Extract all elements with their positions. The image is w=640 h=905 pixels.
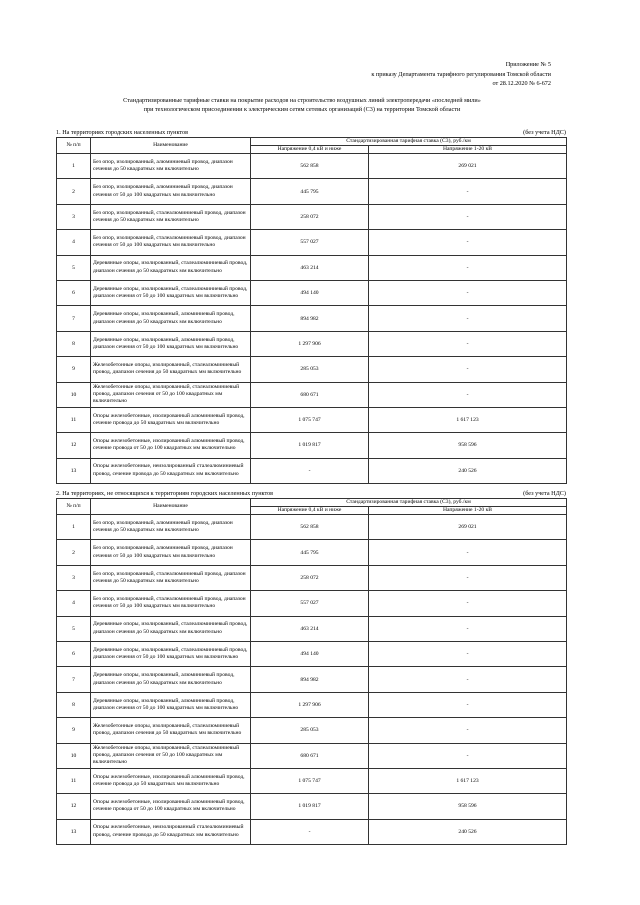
rate-low-voltage: 285 053	[251, 357, 369, 382]
row-number: 9	[57, 718, 91, 743]
rate-high-voltage: -	[369, 667, 567, 692]
table-row	[57, 331, 567, 356]
rate-low-voltage: 1 297 906	[251, 692, 369, 717]
table-row	[57, 565, 567, 590]
rate-high-voltage: 269 021	[369, 154, 567, 179]
row-name: Деревянные опоры, изолированный, сталеалюминиевый провод, диапазон сечения до 50 квадратных мм включительно	[91, 616, 251, 641]
row-name: Без опор, изолированный, сталеалюминиевый провод, диапазон сечения от 50 до 100 квадратных мм включительно	[91, 591, 251, 616]
appendix-block	[371, 60, 551, 89]
tariff-table-2	[56, 498, 567, 845]
table-row	[57, 692, 567, 717]
row-number: 6	[57, 641, 91, 666]
rate-low-voltage: 894 982	[251, 667, 369, 692]
col-header-rate: Стандартизированная тарифная ставка (С3), руб./км	[251, 138, 567, 146]
rate-high-voltage: -	[369, 692, 567, 717]
row-name: Деревянные опоры, изолированный, алюминиевый провод, диапазон сечения до 50 квадратных мм включительно	[91, 306, 251, 331]
row-number: 12	[57, 433, 91, 458]
row-name: Без опор, изолированный, алюминиевый провод, диапазон сечения от 50 до 100 квадратных мм включительно	[91, 540, 251, 565]
row-number: 8	[57, 692, 91, 717]
row-number: 13	[57, 458, 91, 483]
rate-low-voltage: 680 671	[251, 382, 369, 407]
col-header-voltage-low: Напряжение 0,4 кВ и ниже	[251, 507, 369, 515]
row-name: Опоры железобетонные, неизолированный сталеалюминиевый провод, сечение провода до 50 квадратных мм включительно	[91, 458, 251, 483]
table-row	[57, 154, 567, 179]
title-line: Стандартизированные тарифные ставки на покрытие расходов на строительство воздушных линий электропередачи «последней мили»	[123, 97, 481, 104]
row-number: 11	[57, 768, 91, 793]
row-number: 7	[57, 306, 91, 331]
table-row	[57, 230, 567, 255]
row-name: Деревянные опоры, изолированный, алюминиевый провод, диапазон сечения от 50 до 100 квадратных мм включительно	[91, 692, 251, 717]
row-number: 8	[57, 331, 91, 356]
row-name: Деревянные опоры, изолированный, алюминиевый провод, диапазон сечения до 50 квадратных мм включительно	[91, 667, 251, 692]
table-row	[57, 540, 567, 565]
row-number: 9	[57, 357, 91, 382]
title-line: при технологическом присоединении к электрическим сетям сетевых организаций (С3) на территории Томской области	[143, 106, 461, 114]
row-number: 11	[57, 407, 91, 432]
table-row	[57, 255, 567, 280]
row-name: Без опор, изолированный, алюминиевый провод, диапазон сечения от 50 до 100 квадратных мм включительно	[91, 179, 251, 204]
rate-low-voltage: 463 214	[251, 255, 369, 280]
row-name: Железобетонные опоры, изолированный, сталеалюминиевый провод, диапазон сечения до 50 квадратных мм включительно	[91, 718, 251, 743]
col-header-voltage-low: Напряжение 0,4 кВ и ниже	[251, 146, 369, 154]
row-name: Опоры железобетонные, изолированный алюминиевый провод, сечение провода от 50 до 100 квадратных мм включительно	[91, 794, 251, 819]
table-row	[57, 641, 567, 666]
rate-low-voltage: -	[251, 819, 369, 844]
table-row	[57, 794, 567, 819]
rate-high-voltage: -	[369, 204, 567, 229]
rate-high-voltage: -	[369, 616, 567, 641]
table-row	[57, 407, 567, 432]
tariff-table-1	[56, 137, 567, 484]
row-number: 13	[57, 819, 91, 844]
table-row	[57, 280, 567, 305]
col-header-num: № п/п	[57, 138, 91, 154]
table-row	[57, 179, 567, 204]
rate-high-voltage: 240 526	[369, 819, 567, 844]
row-name: Деревянные опоры, изолированный, сталеалюминиевый провод, диапазон сечения от 50 до 100 квадратных мм включительно	[91, 641, 251, 666]
row-number: 10	[57, 382, 91, 407]
table-row	[57, 718, 567, 743]
table-row	[57, 616, 567, 641]
row-name: Деревянные опоры, изолированный, сталеалюминиевый провод, диапазон сечения до 50 квадратных мм включительно	[91, 255, 251, 280]
rate-high-voltage: 240 526	[369, 458, 567, 483]
rate-low-voltage: 1 075 747	[251, 768, 369, 793]
rate-high-voltage: -	[369, 382, 567, 407]
rate-high-voltage: -	[369, 255, 567, 280]
row-number: 1	[57, 154, 91, 179]
row-number: 6	[57, 280, 91, 305]
section-title: 2. На территориях, не относящихся к территориям городских населенных пунктов	[56, 490, 274, 497]
row-number: 5	[57, 616, 91, 641]
row-name: Железобетонные опоры, изолированный, сталеалюминиевый провод, диапазон сечения от 50 до 100 квадратных мм включительно	[91, 743, 251, 768]
rate-high-voltage: -	[369, 591, 567, 616]
table-row	[57, 357, 567, 382]
table-row	[57, 768, 567, 793]
rate-low-voltage: 1 075 747	[251, 407, 369, 432]
col-header-name: Наименование	[91, 138, 251, 154]
rate-high-voltage: -	[369, 230, 567, 255]
table-row	[57, 743, 567, 768]
col-header-rate: Стандартизированная тарифная ставка (С3), руб./км	[251, 499, 567, 507]
table-row	[57, 306, 567, 331]
row-name: Железобетонные опоры, изолированный, сталеалюминиевый провод, диапазон сечения от 50 до 100 квадратных мм включительно	[91, 382, 251, 407]
table-header-row	[57, 138, 567, 146]
rate-low-voltage: 445 795	[251, 540, 369, 565]
row-name: Без опор, изолированный, алюминиевый провод, диапазон сечения до 50 квадратных мм включительно	[91, 154, 251, 179]
row-number: 7	[57, 667, 91, 692]
rate-low-voltage: 258 072	[251, 204, 369, 229]
table-row	[57, 458, 567, 483]
table-row	[57, 515, 567, 540]
rate-low-voltage: 557 027	[251, 591, 369, 616]
rate-high-voltage: -	[369, 280, 567, 305]
row-name: Без опор, изолированный, алюминиевый провод, диапазон сечения до 50 квадратных мм включительно	[91, 515, 251, 540]
rate-high-voltage: -	[369, 718, 567, 743]
vat-note: (без учета НДС)	[523, 490, 566, 497]
rate-high-voltage: 269 021	[369, 515, 567, 540]
row-number: 2	[57, 540, 91, 565]
rate-high-voltage: -	[369, 565, 567, 590]
rate-low-voltage: 1 019 817	[251, 433, 369, 458]
row-name: Железобетонные опоры, изолированный, сталеалюминиевый провод, диапазон сечения до 50 квадратных мм включительно	[91, 357, 251, 382]
row-number: 12	[57, 794, 91, 819]
rate-high-voltage: 958 596	[369, 794, 567, 819]
row-number: 3	[57, 204, 91, 229]
rate-high-voltage: -	[369, 179, 567, 204]
col-header-num: № п/п	[57, 499, 91, 515]
row-number: 5	[57, 255, 91, 280]
row-name: Без опор, изолированный, сталеалюминиевый провод, диапазон сечения до 50 квадратных мм включительно	[91, 565, 251, 590]
rate-low-voltage: 258 072	[251, 565, 369, 590]
rate-low-voltage: 680 671	[251, 743, 369, 768]
rate-low-voltage: -	[251, 458, 369, 483]
row-number: 2	[57, 179, 91, 204]
row-name: Опоры железобетонные, изолированный алюминиевый провод, сечение провода до 50 квадратных мм включительно	[91, 407, 251, 432]
row-name: Деревянные опоры, изолированный, алюминиевый провод, диапазон сечения от 50 до 100 квадратных мм включительно	[91, 331, 251, 356]
rate-high-voltage: -	[369, 306, 567, 331]
table-row	[57, 382, 567, 407]
table-row	[57, 204, 567, 229]
rate-low-voltage: 494 140	[251, 280, 369, 305]
row-number: 4	[57, 591, 91, 616]
row-number: 4	[57, 230, 91, 255]
rate-low-voltage: 557 027	[251, 230, 369, 255]
rate-high-voltage: 1 617 123	[369, 768, 567, 793]
rate-high-voltage: -	[369, 641, 567, 666]
rate-low-voltage: 562 858	[251, 154, 369, 179]
rate-low-voltage: 1 297 906	[251, 331, 369, 356]
rate-low-voltage: 285 053	[251, 718, 369, 743]
table-row	[57, 433, 567, 458]
table-row	[57, 819, 567, 844]
appendix-line: Приложение № 5	[505, 61, 551, 68]
appendix-line: к приказу Департамента тарифного регулирования Томской области	[371, 70, 551, 78]
rate-low-voltage: 1 019 817	[251, 794, 369, 819]
row-number: 1	[57, 515, 91, 540]
rate-high-voltage: 1 617 123	[369, 407, 567, 432]
rate-high-voltage: -	[369, 743, 567, 768]
document-title	[52, 96, 552, 115]
rate-low-voltage: 894 982	[251, 306, 369, 331]
col-header-name: Наименование	[91, 499, 251, 515]
col-header-voltage-high: Напряжение 1-20 кВ	[369, 146, 567, 154]
rate-high-voltage: 958 596	[369, 433, 567, 458]
table-row	[57, 591, 567, 616]
appendix-line: от 28.12.2020 № 6-672	[492, 80, 551, 88]
row-name: Опоры железобетонные, изолированный алюминиевый провод, сечение провода до 50 квадратных мм включительно	[91, 768, 251, 793]
table-row	[57, 667, 567, 692]
col-header-voltage-high: Напряжение 1-20 кВ	[369, 507, 567, 515]
rate-low-voltage: 494 140	[251, 641, 369, 666]
row-name: Опоры железобетонные, изолированный алюминиевый провод, сечение провода от 50 до 100 квадратных мм включительно	[91, 433, 251, 458]
row-name: Деревянные опоры, изолированный, сталеалюминиевый провод, диапазон сечения от 50 до 100 квадратных мм включительно	[91, 280, 251, 305]
row-name: Без опор, изолированный, сталеалюминиевый провод, диапазон сечения до 50 квадратных мм включительно	[91, 204, 251, 229]
row-number: 10	[57, 743, 91, 768]
row-number: 3	[57, 565, 91, 590]
rate-high-voltage: -	[369, 357, 567, 382]
rate-low-voltage: 562 858	[251, 515, 369, 540]
rate-low-voltage: 463 214	[251, 616, 369, 641]
rate-high-voltage: -	[369, 331, 567, 356]
vat-note: (без учета НДС)	[523, 129, 566, 136]
section-title: 1. На территориях городских населенных пунктов	[56, 129, 189, 136]
rate-low-voltage: 445 795	[251, 179, 369, 204]
row-name: Без опор, изолированный, сталеалюминиевый провод, диапазон сечения от 50 до 100 квадратных мм включительно	[91, 230, 251, 255]
row-name: Опоры железобетонные, неизолированный сталеалюминиевый провод, сечение провода до 50 квадратных мм включительно	[91, 819, 251, 844]
section-1-heading	[56, 129, 566, 137]
rate-high-voltage: -	[369, 540, 567, 565]
section-2-heading	[56, 490, 566, 498]
table-header-row	[57, 499, 567, 507]
